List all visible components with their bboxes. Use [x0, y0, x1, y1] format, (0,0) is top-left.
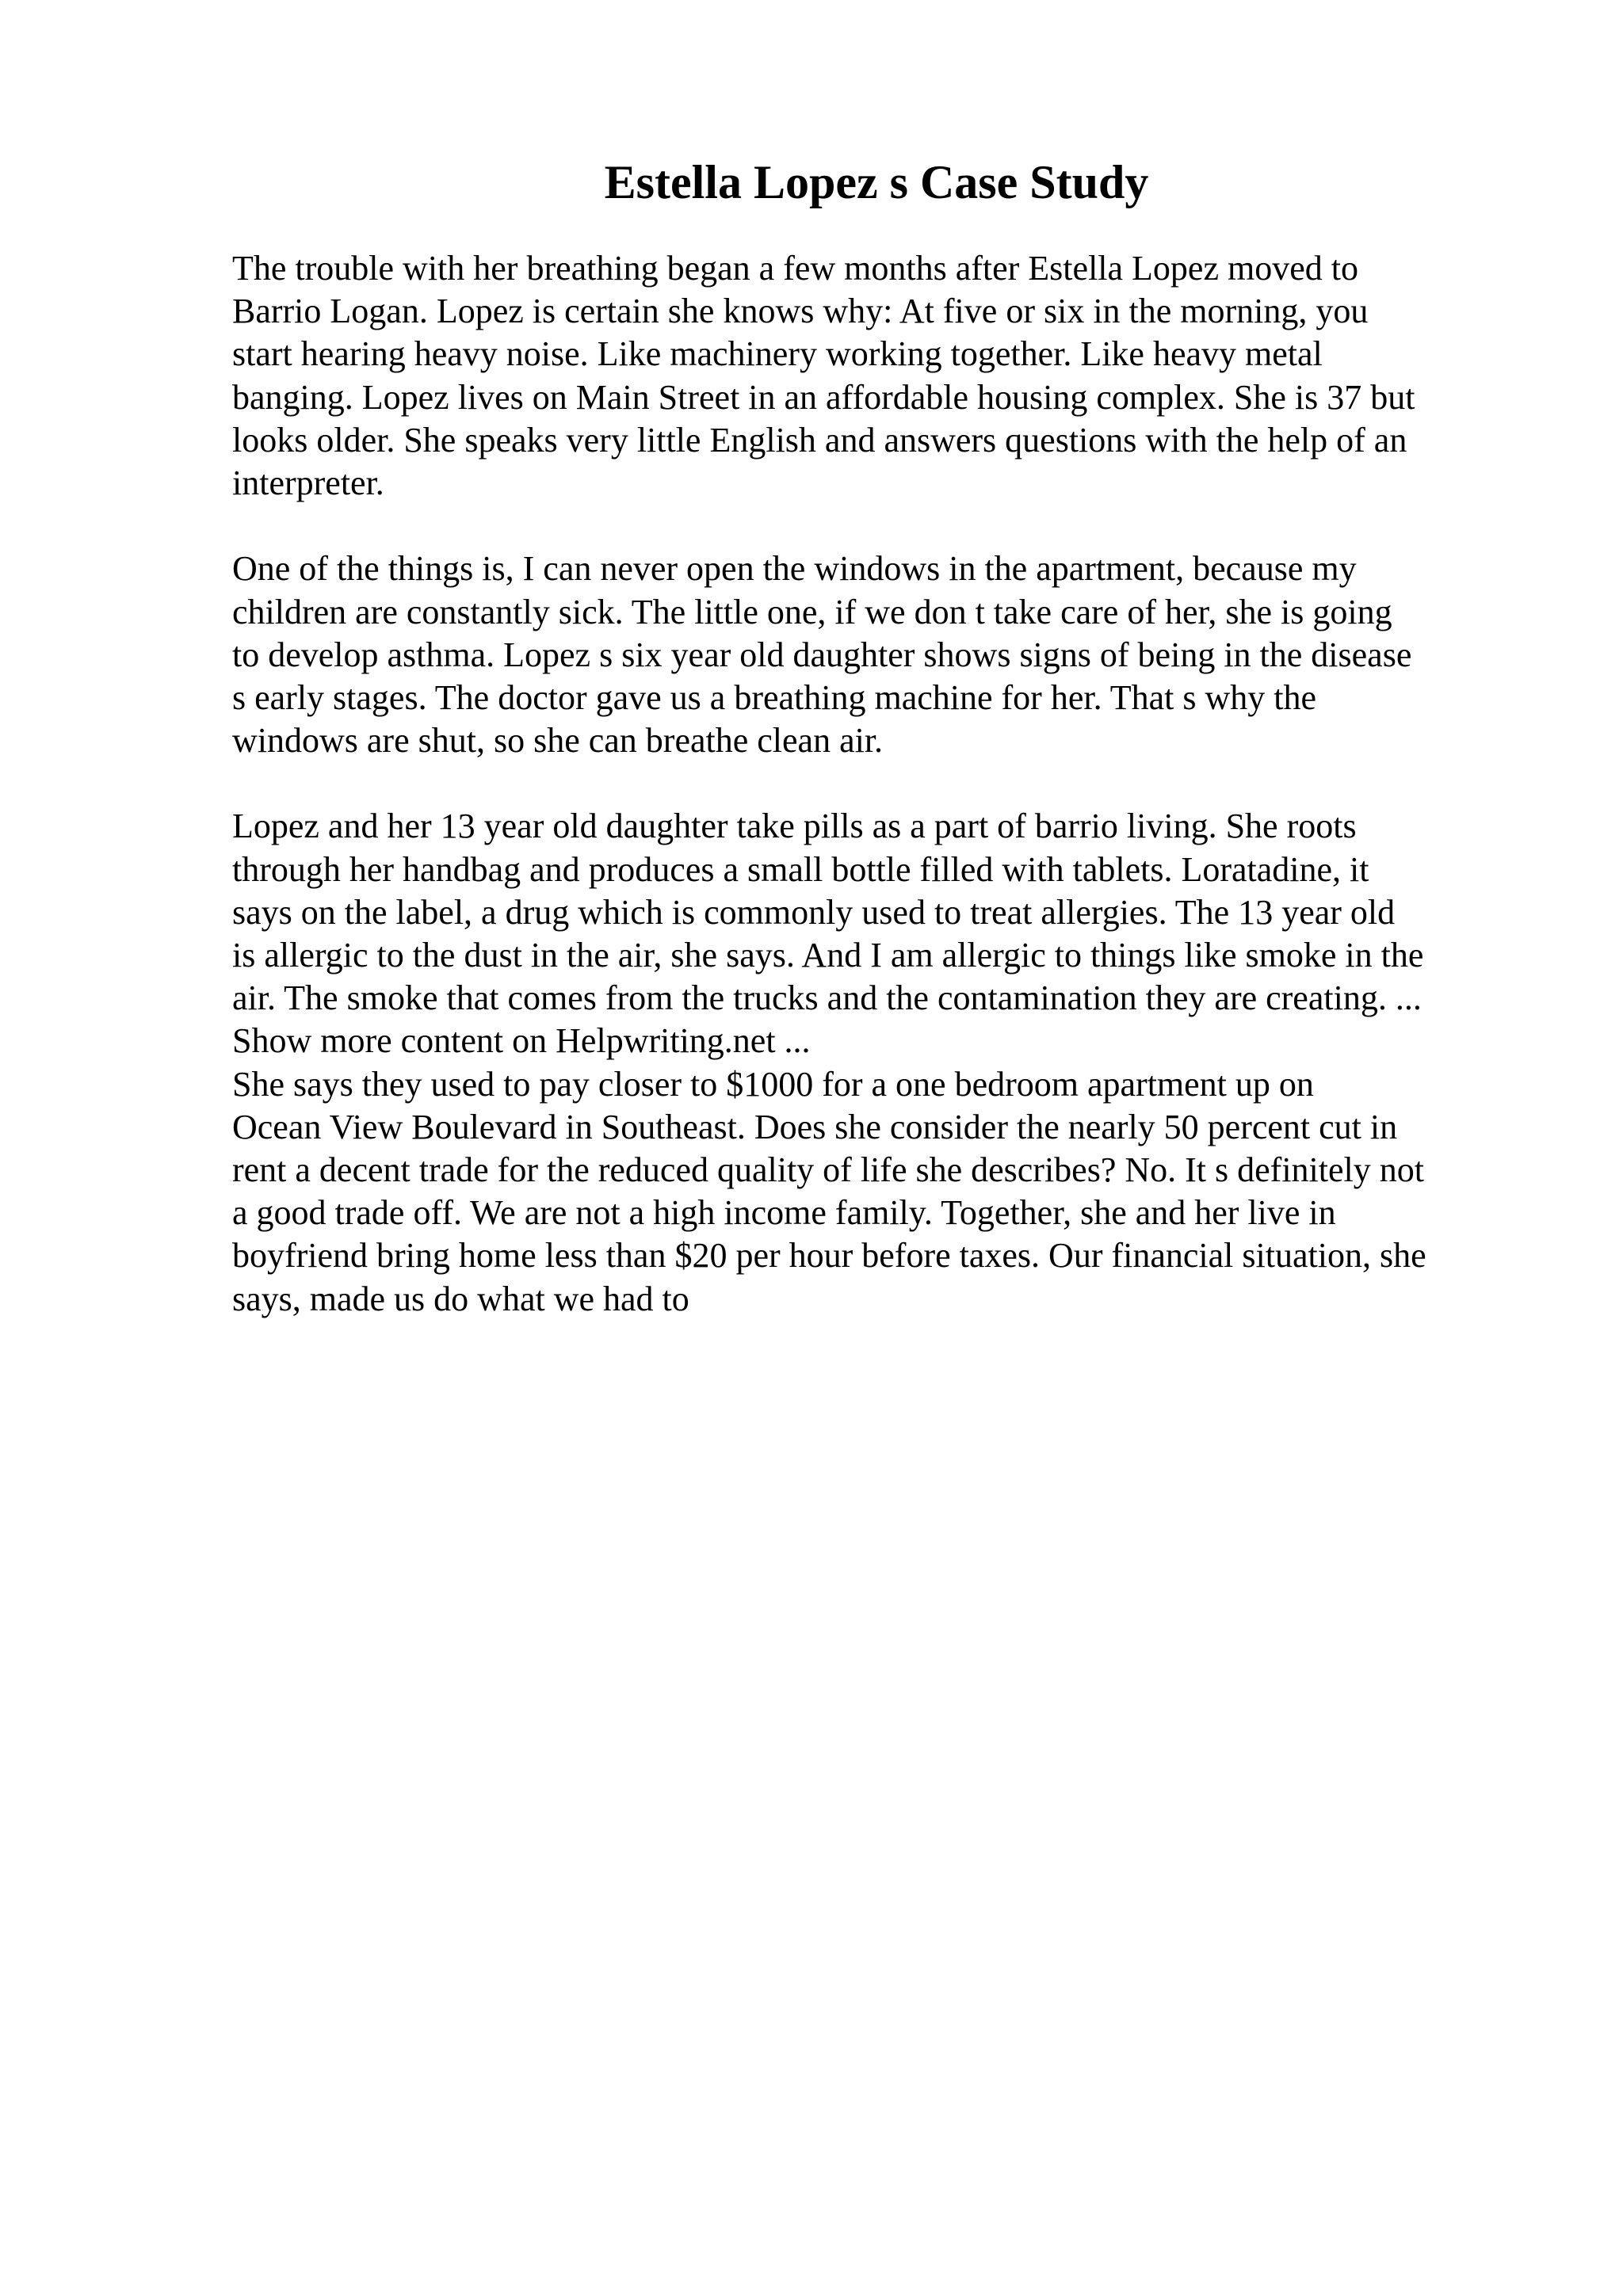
show-more-link: Show more content on Helpwriting.net ...: [232, 1021, 811, 1061]
text-line: rent a decent trade for the reduced quality of life she describes? No. It s definitely not: [232, 1150, 1424, 1189]
text-line: start hearing heavy noise. Like machinery working together. Like heavy metal: [232, 334, 1323, 374]
text-line: Barrio Logan. Lopez is certain she knows why: At five or six in the morning, you: [232, 292, 1369, 331]
text-line: is allergic to the dust in the air, she says. And I am allergic to things like smoke in the: [232, 936, 1424, 974]
text-line: Lopez and her 13 year old daughter take pills as a part of barrio living. She roots: [232, 807, 1357, 846]
text-line: through her handbag and produces a small bottle filled with tablets. Loratadine, it: [232, 849, 1369, 889]
text-line: air. The smoke that comes from the trucks and the contamination they are creating. ...: [232, 978, 1422, 1018]
text-line: One of the things is, I can never open the windows in the apartment, because my: [232, 549, 1357, 589]
paragraph-2: [232, 547, 1516, 762]
paragraph-3: [232, 805, 1516, 1062]
text-line: windows are shut, so she can breathe clean air.: [232, 721, 884, 761]
text-line: children are constantly sick. The little one, if we don t take care of her, she is going: [232, 592, 1392, 631]
text-line: s early stages. The doctor gave us a breathing machine for her. That s why the: [232, 677, 1317, 717]
text-line: Ocean View Boulevard in Southeast. Does she consider the nearly 50 percent cut in: [232, 1107, 1398, 1146]
text-line: looks older. She speaks very little English and answers questions with the help of an: [232, 420, 1407, 460]
text-line: interpreter.: [232, 463, 384, 502]
paragraph-spacer: [232, 762, 1516, 805]
text-line: The trouble with her breathing began a few months after Estella Lopez moved to: [232, 249, 1358, 288]
text-line: to develop asthma. Lopez s six year old daughter shows signs of being in the disease: [232, 635, 1412, 674]
text-line: says on the label, a drug which is commonly used to treat allergies. The 13 year old: [232, 892, 1396, 932]
text-line: She says they used to pay closer to $1000 for a one bedroom apartment up on: [232, 1064, 1314, 1104]
document-title: Estella Lopez s Case Study: [604, 156, 1149, 208]
text-line: says, made us do what we had to: [232, 1279, 689, 1318]
paragraph-4: [232, 1063, 1516, 1321]
text-line: banging. Lopez lives on Main Street in an affordable housing complex. She is 37 but: [232, 377, 1415, 417]
document-body: [232, 247, 1516, 1321]
text-line: boyfriend bring home less than $20 per hour before taxes. Our financial situation, she: [232, 1236, 1426, 1276]
paragraph-1: [232, 247, 1516, 505]
paragraph-spacer: [232, 505, 1516, 547]
text-line: a good trade off. We are not a high income family. Together, she and her live in: [232, 1193, 1336, 1233]
